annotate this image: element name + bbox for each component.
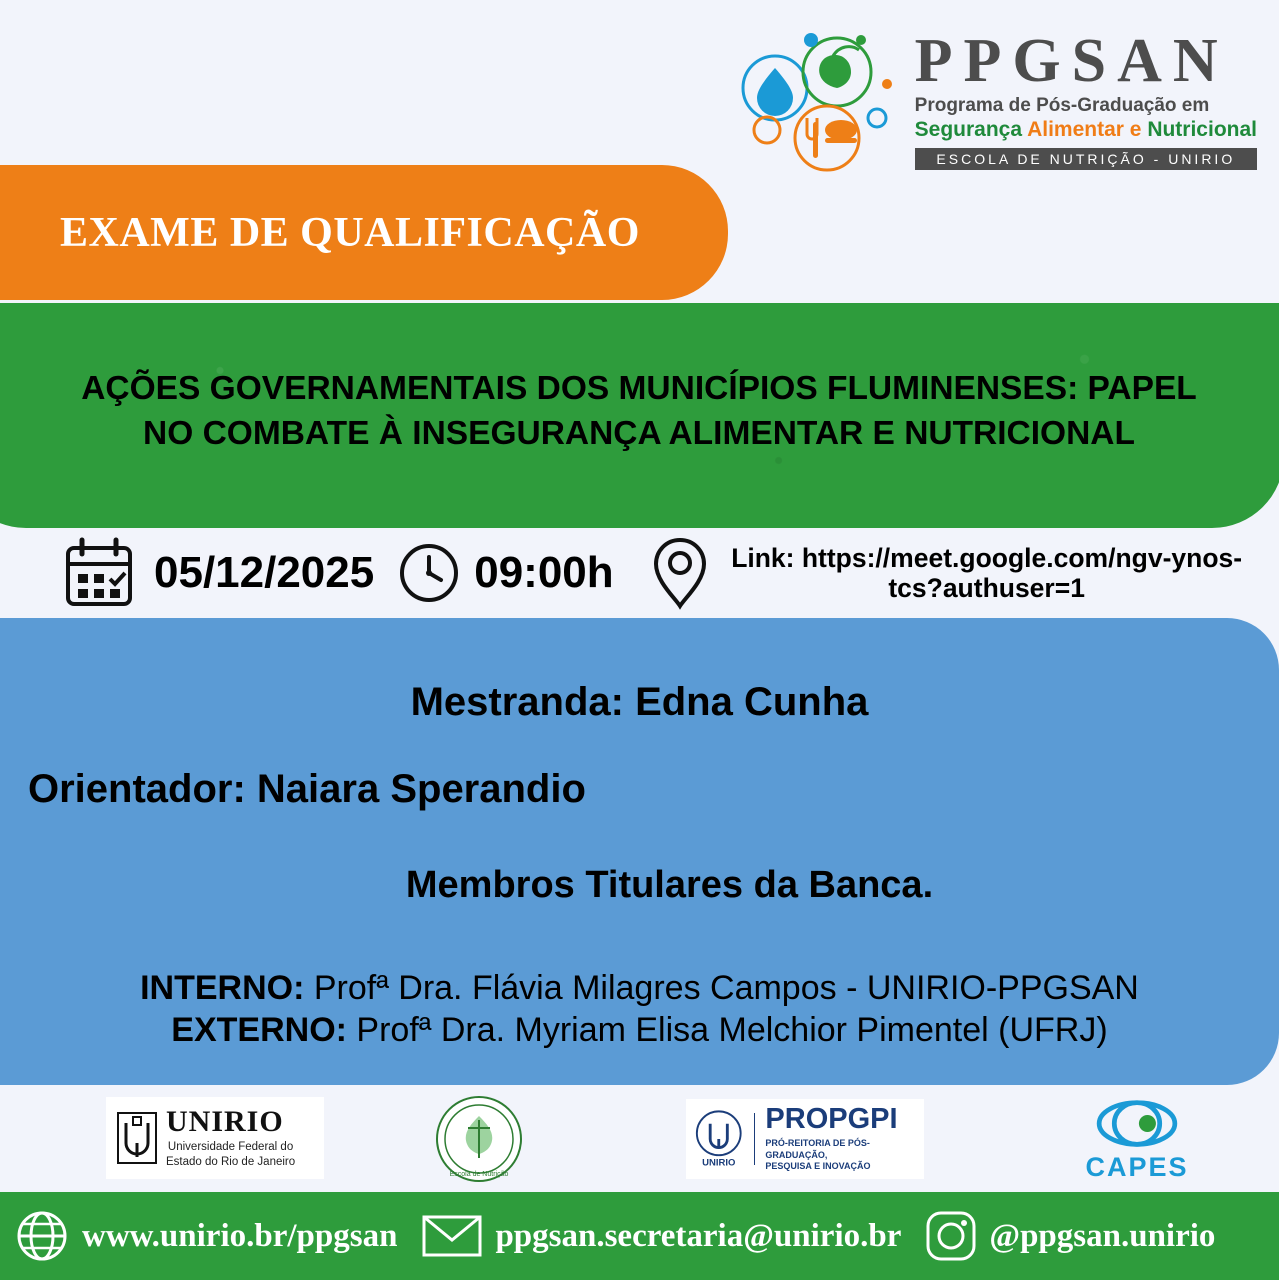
unirio-subtitle — [166, 1140, 295, 1169]
unirio-seal-label: UNIRIO — [702, 1157, 736, 1169]
propgpi-divider — [754, 1113, 756, 1165]
propgpi-logo-text — [765, 1102, 924, 1173]
clock-icon — [398, 542, 460, 604]
ppgsan-logo-text — [914, 27, 1257, 170]
propgpi-subtitle-line2: PESQUISA E INOVAÇÃO — [765, 1161, 871, 1172]
board-external-label: EXTERNO: — [171, 1011, 347, 1049]
ppgsan-logo — [741, 26, 1257, 176]
footer-email[interactable] — [421, 1213, 901, 1259]
escola-nutricao-logo — [424, 1093, 534, 1185]
exam-banner-label: EXAME DE QUALIFICAÇÃO — [60, 209, 640, 256]
unirio-logo — [106, 1097, 324, 1179]
capes-icon — [1082, 1097, 1192, 1150]
footer-email-text: ppgsan.secretaria@unirio.br — [495, 1217, 902, 1254]
location-pin-icon — [648, 534, 712, 612]
footer-website[interactable] — [14, 1208, 397, 1264]
event-info-strip — [0, 528, 1279, 618]
unirio-subtitle-line1: Universidade Federal do — [167, 1141, 294, 1154]
instagram-icon — [925, 1210, 977, 1262]
unirio-logo-text — [166, 1107, 295, 1169]
ppgsan-acronym: PPGSAN — [914, 27, 1229, 96]
board-external-value: Profª Dra. Myriam Elisa Melchior Pimentel (UFRJ) — [346, 1011, 1108, 1049]
ppgsan-subtitle-alimentar: Alimentar e — [1027, 117, 1142, 141]
title-banner — [0, 303, 1279, 528]
footer-instagram[interactable] — [925, 1210, 1215, 1262]
envelope-icon — [421, 1213, 483, 1259]
board-heading: Membros Titulares da Banca. — [405, 864, 934, 906]
unirio-name: UNIRIO — [166, 1105, 284, 1139]
event-link-text[interactable]: Link: https://meet.google.com/ngv-ynos-tcs?authuser=1 — [731, 542, 1243, 603]
globe-icon — [14, 1208, 70, 1264]
propgpi-logo — [686, 1099, 924, 1179]
contact-footer — [0, 1192, 1279, 1280]
unirio-crest-icon — [116, 1111, 158, 1165]
event-date — [0, 536, 374, 610]
sponsor-logos-row — [0, 1085, 1279, 1195]
student-line: Mestranda: Edna Cunha — [410, 680, 869, 724]
event-time — [374, 542, 613, 604]
escola-nutricao-caption: Escola de Nutrição — [449, 1171, 509, 1178]
board-internal-value: Profª Dra. Flávia Milagres Campos - UNIRIO-PPGSAN — [304, 969, 1139, 1007]
calendar-icon — [62, 536, 136, 610]
ppgsan-logo-icons — [741, 26, 901, 176]
propgpi-name: PROPGPI — [765, 1102, 898, 1135]
board-internal-label: INTERNO: — [140, 969, 305, 1007]
board-external-row — [0, 1011, 1279, 1050]
event-time-text: 09:00h — [474, 548, 614, 597]
event-link — [614, 534, 1252, 612]
propgpi-subtitle — [765, 1138, 924, 1173]
ppgsan-subtitle-seguranca: Segurança — [914, 117, 1023, 141]
capes-name: CAPES — [1085, 1152, 1189, 1182]
exam-banner — [0, 165, 728, 300]
capes-logo — [1062, 1097, 1212, 1183]
unirio-subtitle-line2: Estado do Rio de Janeiro — [166, 1155, 296, 1168]
page-title: AÇÕES GOVERNAMENTAIS DOS MUNICÍPIOS FLUMINENSES: PAPEL NO COMBATE À INSEGURANÇA ALIMENTAR E NUTRICIONAL — [81, 370, 1197, 452]
board-internal-row — [0, 969, 1279, 1008]
ppgsan-subtitle-nutricional: Nutricional — [1147, 117, 1257, 141]
ppgsan-school-bar: ESCOLA DE NUTRIÇÃO - UNIRIO — [915, 148, 1257, 170]
advisor-line: Orientador: Naiara Sperandio — [28, 767, 586, 811]
footer-website-text: www.unirio.br/ppgsan — [82, 1217, 398, 1254]
ppgsan-subtitle-2 — [915, 118, 1257, 142]
footer-instagram-text: @ppgsan.unirio — [989, 1217, 1216, 1254]
ppgsan-subtitle-1: Programa de Pós-Graduação em — [914, 94, 1210, 116]
people-panel — [0, 618, 1279, 1085]
escola-nutricao-icon — [430, 1094, 528, 1184]
propgpi-subtitle-line1: PRÓ-REITORIA DE PÓS-GRADUAÇÃO, — [765, 1137, 870, 1160]
unirio-seal-icon — [694, 1107, 744, 1171]
event-date-text: 05/12/2025 — [154, 548, 375, 597]
